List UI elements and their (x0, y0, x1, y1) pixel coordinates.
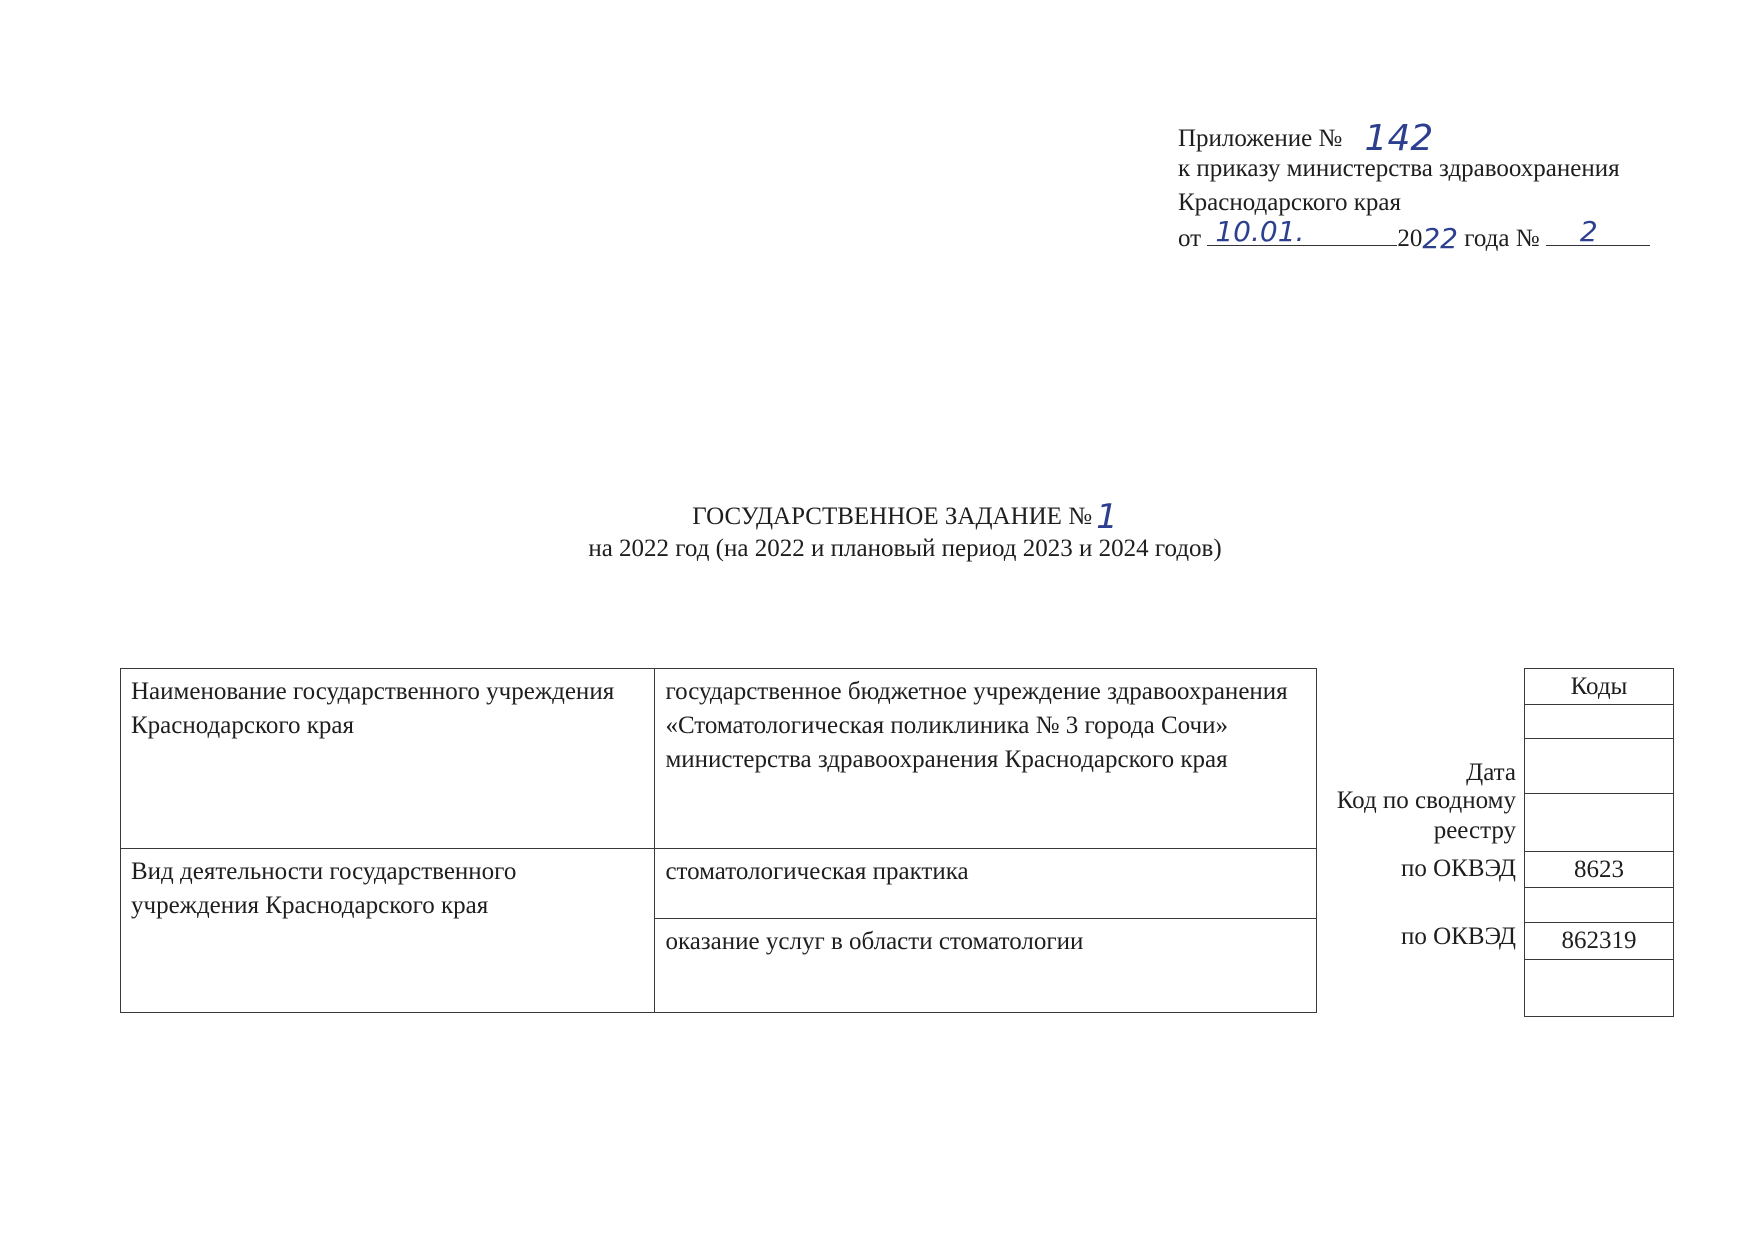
document-title (0, 496, 1755, 566)
appendix-date-handwritten: 10.01. (1215, 215, 1305, 248)
registry-code-label: Код по сводному реестру (1336, 787, 1516, 844)
appendix-line-2: к приказу министерства здравоохранения (1178, 155, 1620, 182)
title-number-handwritten: 1 (1096, 497, 1118, 537)
date-label: Дата (1466, 759, 1516, 786)
appendix-date-field (1207, 215, 1397, 248)
codes-empty-cell (1525, 705, 1674, 739)
codes-empty-cell (1525, 888, 1674, 923)
codes-header: Коды (1525, 669, 1674, 705)
activity-type-label: Вид деятельности государственного учреждения Краснодарского края (121, 849, 655, 1013)
okved-label-1: по ОКВЭД (1401, 855, 1516, 882)
date-code-cell (1525, 739, 1674, 794)
appendix-line-4 (1178, 215, 1738, 255)
appendix-number-handwritten: 142 (1364, 118, 1434, 159)
title-main: ГОСУДАРСТВЕННОЕ ЗАДАНИЕ № (692, 503, 1093, 530)
appendix-year-prefix: 20 (1397, 225, 1423, 252)
appendix-line-1 (1178, 118, 1738, 159)
table-row (121, 669, 1317, 849)
appendix-header (1178, 118, 1738, 254)
appendix-order-number-field (1546, 215, 1650, 248)
appendix-order-number-handwritten: 2 (1579, 215, 1598, 248)
okved-label-2: по ОКВЭД (1401, 923, 1516, 950)
table-row (121, 849, 1317, 919)
title-line-2: на 2022 год (на 2022 и плановый период 2023 и 2024 годов) (588, 535, 1222, 562)
okved-value-1: 8623 (1525, 852, 1674, 888)
activity-type-value-1: стоматологическая практика (655, 849, 1317, 919)
institution-table (120, 668, 1317, 1013)
appendix-year-suffix: года № (1464, 225, 1540, 252)
activity-type-value-2: оказание услуг в области стоматологии (655, 919, 1317, 1013)
appendix-year-handwritten: 22 (1422, 222, 1458, 255)
registry-code-cell (1525, 794, 1674, 852)
institution-name-value: государственное бюджетное учреждение здравоохранения «Стоматологическая поликлиника № 3 города Сочи» министерства здравоохранения Краснодарского края (655, 669, 1317, 849)
appendix-from-label: от (1178, 225, 1202, 252)
appendix-label: Приложение № (1178, 125, 1343, 152)
appendix-line-3: Краснодарского края (1178, 189, 1401, 216)
codes-table (1524, 668, 1674, 1017)
title-line-1 (0, 496, 1755, 537)
okved-value-2: 862319 (1525, 923, 1674, 960)
codes-empty-cell (1525, 960, 1674, 1017)
institution-name-label: Наименование государственного учреждения Краснодарского края (121, 669, 655, 849)
